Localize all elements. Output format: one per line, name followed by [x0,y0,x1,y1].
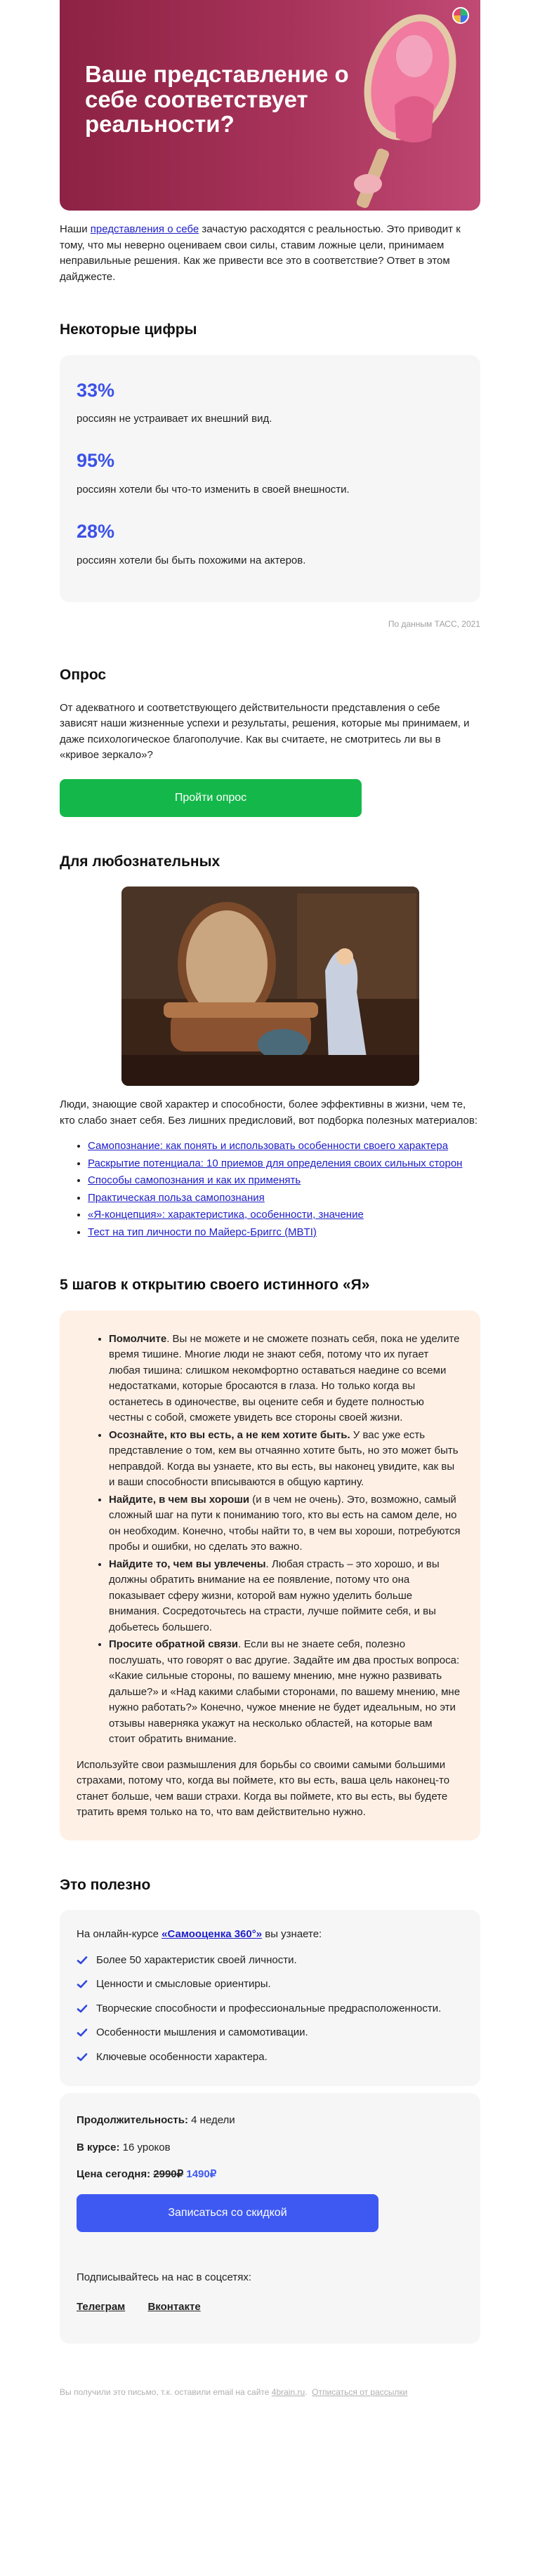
list-item [88,1173,480,1189]
material-link[interactable]: Тест на тип личности по Майерс-Бриггс (MBTI) [88,1226,317,1238]
take-survey-button[interactable]: Пройти опрос [60,779,362,817]
brand-logo-icon [452,7,469,24]
site-link[interactable]: 4brain.ru [271,2386,305,2397]
stat-value: 95% [77,450,115,472]
useful-heading: Это полезно [60,1876,151,1893]
duration-row: Продолжительность: 4 недели [77,2114,235,2127]
steps-heading: 5 шагов к открытию своего истинного «Я» [60,1277,370,1294]
survey-heading: Опрос [60,667,107,684]
checkmark-icon [77,1955,88,1966]
intro-paragraph: Наши представления о себе зачастую расходятся с реальностью. Это приводит к тому, что мы неверно оцениваем свои силы, ставим ложные цели, принимаем неправильные решения. Как же привести все это в соответствие? Ответ в этом дайджесте. [60,223,461,283]
list-item: Ключевые особенности характера. [77,2050,463,2066]
step-item: • Найдите, в чем вы хороши (и в чем не очень). Это, возможно, самый сложный шаг на пути к пониманию того, кто вы есть на самом деле, но он необходим. Конечно, чтобы найти то, в чем вы хороши, потребуются пробы и ошибки, но сделать это важно. [109,1492,461,1555]
hand-mirror-illustration [326,0,480,211]
checkmark-icon [77,2027,88,2038]
telegram-link[interactable]: Телеграм [77,2301,126,2313]
stats-card [60,355,480,603]
curious-text: Люди, знающие свой характер и способности, более эффективны в жизни, чем те, кто слабо знает себя. Без лишних предисловий, вот подборка полезных материалов: [60,1098,478,1127]
vkontakte-link[interactable]: Вконтакте [147,2301,201,2313]
course-lead: На онлайн-курсе «Самооценка 360°» вы узнаете: [77,1928,322,1941]
enroll-discount-button[interactable]: Записаться со скидкой [77,2194,378,2232]
steps-list [77,1332,461,1748]
hero-title: Ваше представление о себе соответствует реальности? [85,61,349,138]
step-item: • Осознайте, кто вы есть, а не кем хотите быть. У вас уже есть представление о том, кем вы отчаянно хотите быть, но это может быть неправдой. Когда вы узнаете, кто вы есть, вы наконец увидите, как вы и ваши способности вписываются в общую картину. [109,1428,461,1491]
intro-link[interactable]: представления о себе [90,223,199,235]
steps-card [60,1310,480,1840]
steps-summary: Используйте свои размышления для борьбы со своими самыми большими страхами, потому что, когда вы поймете, кто вы есть, ваша цель наконец-то станет больше, чем ваши страхи. Когда вы поймете, кто вы есть, вы будете тратить время только на то, что вам действительно нужно. [77,1758,450,1819]
material-link[interactable]: Раскрытие потенциала: 10 приемов для определения своих сильных сторон [88,1157,463,1169]
course-benefits-list [77,1953,463,2066]
material-link[interactable]: Самопознание: как понять и использовать особенности своего характера [88,1140,449,1153]
list-item: Ценности и смысловые ориентиры. [77,1977,463,1993]
step-item: • Просите обратной связи. Если вы не знаете себя, полезно послушать, что говорят о вас другие. Задайте им два простых вопроса: «Какие сильные стороны, по вашему мнению, мне нужно развивать дальше?» и «Над какими слабыми сторонами, по вашему мнению, мне нужно работать?» Конечно, чужое мнение не будет идеальным, но эти отзывы наверняка укажут на несколько областей, на которые вам стоит обратить внимание. [109,1637,461,1748]
list-item [88,1207,480,1223]
list-item [88,1225,480,1241]
social-links [77,2299,463,2316]
social-text: Подписывайтесь на нас в соцсетях: [77,2271,252,2283]
material-link[interactable]: «Я-концепция»: характеристика, особенности, значение [88,1209,364,1221]
hero-banner [60,0,480,211]
stats-source: По данным ТАСС, 2021 [388,619,480,630]
survey-text: От адекватного и соответствующего действительности представления о себе зависят наши жизненные успехи и результаты, решения, которые мы принимаем, и даже психологическое благополучие. Как вы считаете, не смотритесь ли вы в «кривое зеркало»? [60,701,470,762]
old-price: 2990₽ [153,2168,184,2181]
material-link[interactable]: Практическая польза самопознания [88,1191,265,1204]
stat-text: россиян не устраивает их внешний вид. [77,412,272,425]
course-card [60,1910,480,2086]
material-link[interactable]: Способы самопознания и как их применять [88,1174,301,1187]
stat-value: 28% [77,521,115,543]
materials-list [60,1138,480,1240]
new-price: 1490₽ [186,2168,217,2181]
footer: Вы получили это письмо, т.к. оставили email на сайте 4brain.ru. Отписаться от рассылки [60,2386,408,2397]
list-item [88,1190,480,1207]
list-item [88,1156,480,1172]
offer-card [60,2093,480,2344]
list-item: Более 50 характеристик своей личности. [77,1953,463,1969]
stat-value: 33% [77,379,115,401]
lessons-row: В курсе: 16 уроков [77,2141,171,2153]
stat-text: россиян хотели бы быть похожими на актеров. [77,554,306,566]
curious-heading: Для любознательных [60,853,220,870]
step-item: • Помолчите. Вы не можете и не сможете познать себя, пока не уделите время тишине. Многие люди не знают себя, потому что их пугает любая тишина: слишком некомфортно оставаться наедине со всеми недостатками, которые бросаются в глаза. Но только когда вы останетесь в одиночестве, вы оцените себя и будете полностью честны с собой, сможете увидеть все стороны своей жизни. [109,1332,461,1426]
unsubscribe-link[interactable]: Отписаться от рассылки [312,2386,408,2397]
checkmark-icon [77,2052,88,2063]
course-link[interactable]: «Самооценка 360°» [162,1928,263,1941]
cinderella-mirror-photo [121,887,419,1086]
list-item [88,1138,480,1155]
list-item: Особенности мышления и самомотивации. [77,2025,463,2041]
checkmark-icon [77,1979,88,1990]
list-item: Творческие способности и профессиональные предрасположенности. [77,2001,463,2017]
step-item: • Найдите то, чем вы увлечены. Любая страсть – это хорошо, и вы должны обратить внимание на ее появление, потому что она показывает сферу жизни, которой вам нужно уделить больше внимания. Сосредоточьтесь на страсти, лучше поймите себя, и вы добьетесь большего. [109,1557,461,1636]
checkmark-icon [77,2003,88,2014]
price-row: Цена сегодня: 2990₽ 1490₽ [77,2168,217,2181]
stats-heading: Некоторые цифры [60,321,197,338]
stat-text: россиян хотели бы что-то изменить в своей внешности. [77,483,350,496]
